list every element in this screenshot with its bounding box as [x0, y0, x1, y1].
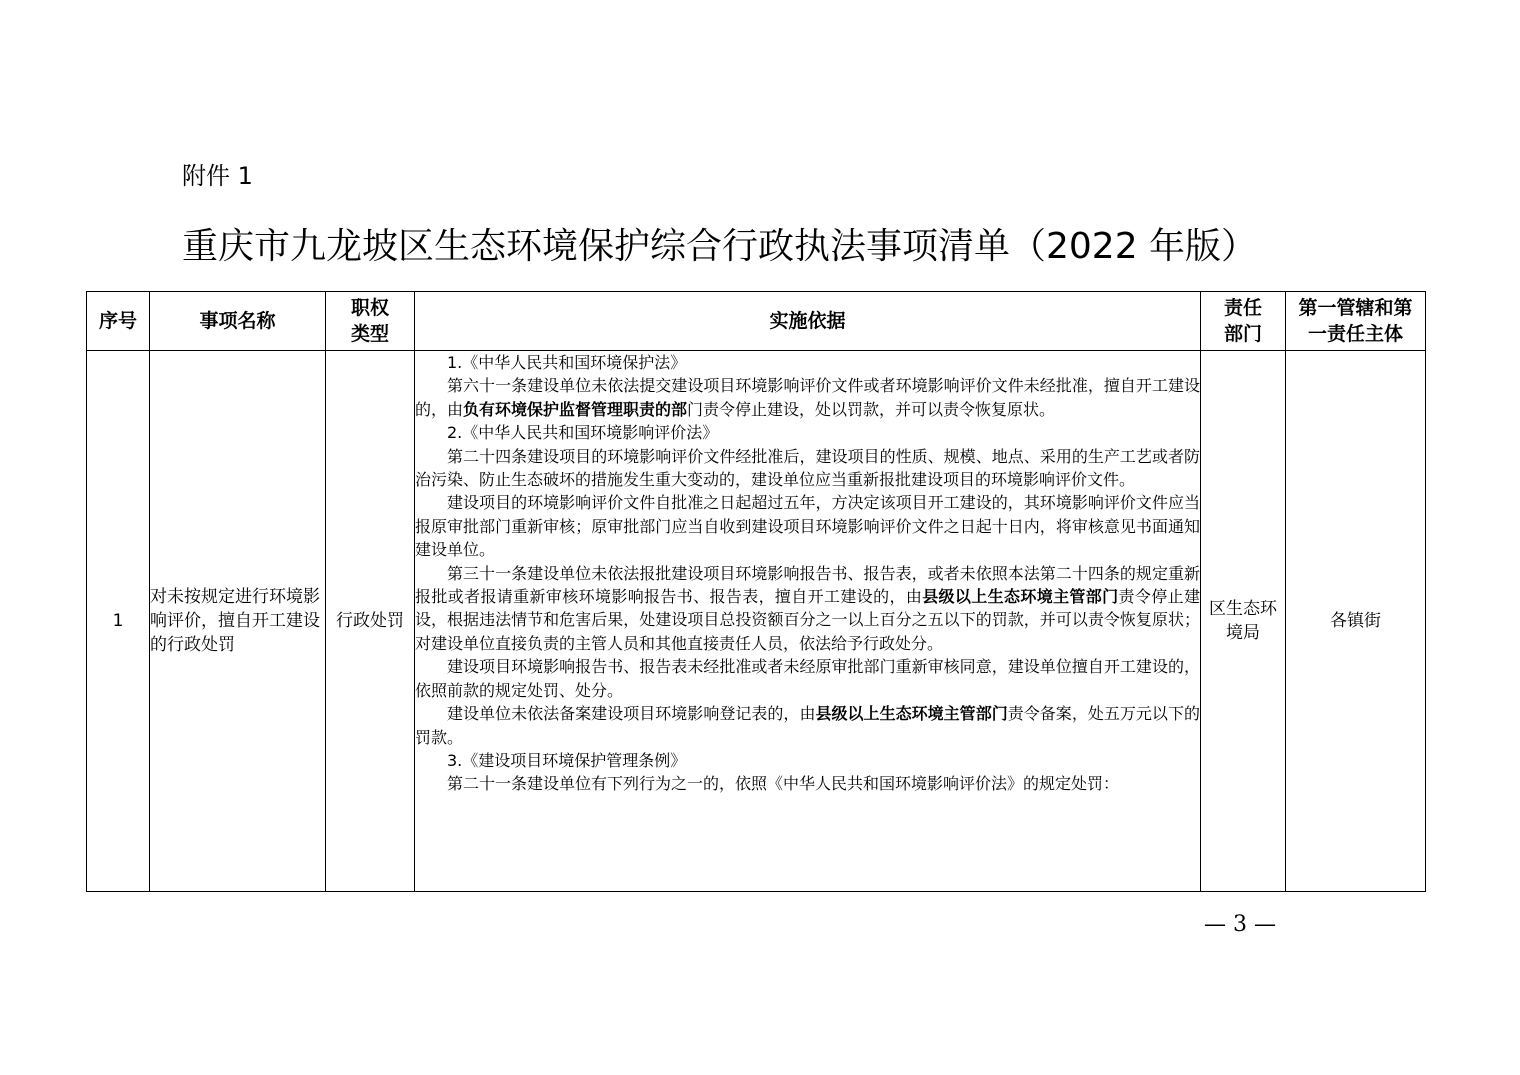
basis-para: 3.《建设项目环境保护管理条例》 [447, 750, 687, 770]
basis-text: 建设单位未依法备案建设项目环境影响登记表的，由 [447, 704, 816, 724]
basis-para: 第二十一条建设单位有下列行为之一的，依照《中华人民共和国环境影响评价法》的规定处罚： [447, 774, 1120, 794]
table-header-row [87, 292, 1426, 351]
header-first-responsible-text: 第一管辖和第一责任主体 [1298, 297, 1413, 345]
basis-bold-text: 负有环境保护监督管理职责的部 [463, 399, 688, 419]
cell-seq: 1 [87, 351, 150, 892]
basis-bold-text: 县级以上生态环境主管部门 [815, 704, 1008, 724]
header-seq: 序号 [87, 292, 150, 351]
header-item-name: 事项名称 [150, 292, 326, 351]
attachment-label: 附件 1 [182, 162, 253, 190]
basis-text: 门责令停止建设，处以罚款，并可以责令恢复原状。 [687, 399, 1056, 419]
basis-para: 第二十四条建设项目的环境影响评价文件经批准后，建设项目的性质、规模、地点、采用的生产工艺或者防治污染、防止生态破坏的措施发生重大变动的，建设单位应当重新报批建设项目的环境影响评价文件。 [415, 446, 1200, 490]
page-number: — 3 — [1204, 912, 1276, 937]
basis-para: 建设项目环境影响报告书、报告表未经批准或者未经原审批部门重新审核同意，建设单位擅自开工建设的，依照前款的规定处罚、处分。 [415, 657, 1200, 700]
cell-first-responsible: 各镇街 [1286, 351, 1426, 892]
header-power-type-text: 职权类型 [350, 297, 389, 345]
basis-text: 责令备案，处五万元以下的罚款。 [415, 704, 1200, 747]
basis-para: 1.《中华人民共和国环境保护法》 [447, 353, 687, 372]
cell-responsible-dept [1201, 351, 1286, 892]
header-responsible-dept [1201, 292, 1286, 351]
header-responsible-dept-text: 责任部门 [1223, 297, 1262, 345]
cell-item-name: 对未按规定进行环境影响评价，擅自开工建设的行政处罚 [150, 351, 326, 892]
basis-text: 第六十一条建设单位未依法提交建设项目环境影响评价文件或者环境影响评价文件未经批准，擅自开工建设的，由 [415, 376, 1200, 419]
cell-basis [415, 351, 1201, 892]
basis-bold-text: 县级以上生态环境主管部门 [922, 587, 1119, 607]
basis-para: 2.《中华人民共和国环境影响评价法》 [447, 423, 719, 443]
header-basis: 实施依据 [415, 292, 1201, 351]
basis-text: 第三十一条建设单位未依法报批建设项目环境影响报告书、报告表，或者未依照本法第二十四条的规定重新报批或者报请重新审核环境影响报告书、报告表，擅自开工建设的，由 [415, 563, 1200, 607]
basis-para [415, 374, 1200, 421]
basis-para [415, 562, 1200, 656]
table-row [87, 351, 1426, 892]
basis-para: 建设项目的环境影响评价文件自批准之日起超过五年，方决定该项目开工建设的，其环境影响评价文件应当报原审批部门重新审核；原审批部门应当自收到建设项目环境影响评价文件之日起十日内，将审核意见书面通知建设单位。 [415, 493, 1200, 560]
header-power-type [326, 292, 415, 351]
header-first-responsible [1286, 292, 1426, 351]
basis-text: 责令停止建设，根据违法情节和危害后果，处建设项目总投资额百分之一以上百分之五以下的罚款，并可以责令恢复原状；对建设单位直接负责的主管人员和其他直接责任人员，依法给予行政处分。 [415, 587, 1200, 653]
cell-power-type: 行政处罚 [326, 351, 415, 892]
enforcement-items-table [86, 291, 1426, 892]
basis-para [415, 702, 1200, 749]
document-title: 重庆市九龙坡区生态环境保护综合行政执法事项清单（2022 年版） [182, 226, 1258, 267]
cell-responsible-dept-text: 区生态环境局 [1208, 599, 1277, 643]
